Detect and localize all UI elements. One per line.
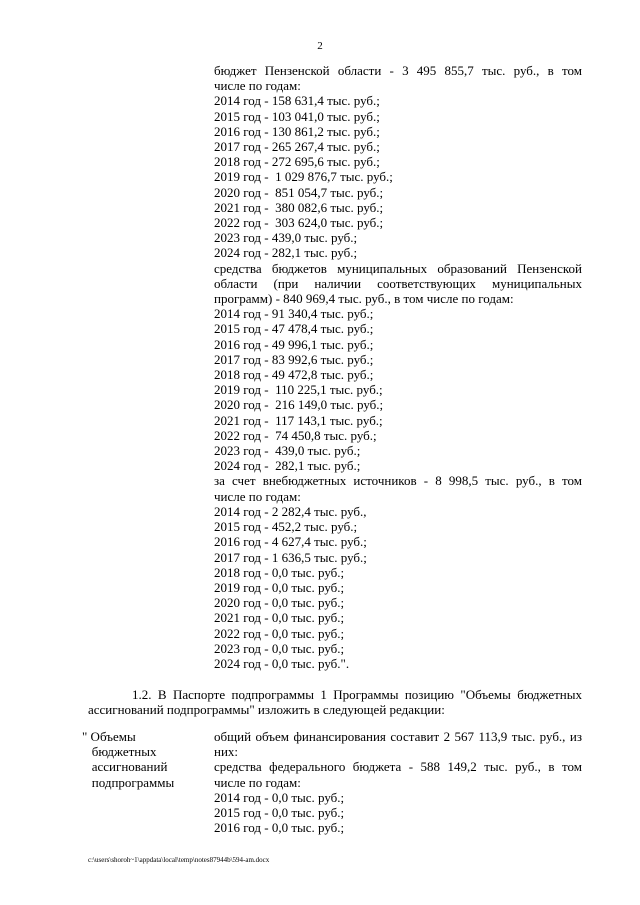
page-number: 2 <box>317 40 323 52</box>
table-left-column <box>82 729 207 790</box>
municipal-budget-intro-cont: области (при наличии соответствующих муниципальных <box>214 275 582 291</box>
table-left-row: ассигнований <box>82 759 168 775</box>
year-line: 2023 год - 439,0 тыс. руб.; <box>214 230 358 246</box>
table-left-row: подпрограммы <box>82 774 175 790</box>
year-line: 2015 год - 47 478,4 тыс. руб.; <box>214 321 374 337</box>
regional-budget-intro: бюджет Пензенской области - 3 495 855,7 тыс. руб., в том <box>214 63 582 78</box>
total-financing-intro-cont: них: <box>214 744 239 760</box>
extrabudgetary-intro: за счет внебюджетных источников - 8 998,5 тыс. руб., в том <box>214 473 582 489</box>
year-line: 2020 год - 216 149,0 тыс. руб.; <box>214 397 384 413</box>
extrabudgetary-intro-cont: числе по годам: <box>214 488 301 504</box>
year-line: 2021 год - 117 143,1 тыс. руб.; <box>214 412 383 428</box>
year-line: 2018 год - 272 695,6 тыс. руб.; <box>214 154 380 170</box>
year-line: 2014 год - 2 282,4 тыс. руб., <box>214 503 367 519</box>
year-line: 2024 год - 282,1 тыс. руб.; <box>214 245 358 261</box>
year-line: 2014 год - 91 340,4 тыс. руб.; <box>214 306 374 322</box>
year-line: 2014 год - 158 631,4 тыс. руб.; <box>214 93 380 109</box>
regional-budget-block <box>214 63 582 671</box>
footer-file-path: c:\users\shoroh~1\appdata\local\temp\notes87944b\594-am.docx <box>88 856 270 864</box>
year-line: 2017 год - 265 267,4 тыс. руб.; <box>214 139 380 155</box>
year-line: 2022 год - 303 624,0 тыс. руб.; <box>214 215 384 231</box>
year-line: 2018 год - 0,0 тыс. руб.; <box>214 564 345 580</box>
year-line: 2024 год - 282,1 тыс. руб.; <box>214 458 361 474</box>
year-line: 2021 год - 0,0 тыс. руб.; <box>214 610 345 626</box>
year-line: 2023 год - 439,0 тыс. руб.; <box>214 443 361 459</box>
year-line: 2019 год - 110 225,1 тыс. руб.; <box>214 382 383 398</box>
year-line: 2016 год - 0,0 тыс. руб.; <box>214 820 345 836</box>
year-line: 2021 год - 380 082,6 тыс. руб.; <box>214 199 384 215</box>
year-line: 2023 год - 0,0 тыс. руб.; <box>214 640 345 656</box>
federal-budget-intro-cont: числе по годам: <box>214 774 301 790</box>
year-line: 2022 год - 74 450,8 тыс. руб.; <box>214 427 377 443</box>
municipal-budget-intro-end: программ) - 840 969,4 тыс. руб., в том числе по годам: <box>214 291 514 307</box>
year-line: 2019 год - 1 029 876,7 тыс. руб.; <box>214 169 393 185</box>
year-line: 2020 год - 0,0 тыс. руб.; <box>214 595 345 611</box>
table-left-row: " Объемы <box>82 729 136 744</box>
section-1-2-paragraph <box>88 687 582 717</box>
year-line: 2016 год - 130 861,2 тыс. руб.; <box>214 123 380 139</box>
year-line: 2016 год - 4 627,4 тыс. руб.; <box>214 534 367 550</box>
year-line: 2022 год - 0,0 тыс. руб.; <box>214 625 345 641</box>
section-1-2-line1: 1.2. В Паспорте подпрограммы 1 Программы позицию "Объемы бюджетных <box>132 687 582 702</box>
year-line: 2019 год - 0,0 тыс. руб.; <box>214 579 345 595</box>
year-line: 2015 год - 103 041,0 тыс. руб.; <box>214 108 380 124</box>
year-line: 2020 год - 851 054,7 тыс. руб.; <box>214 184 384 200</box>
year-line: 2015 год - 0,0 тыс. руб.; <box>214 805 345 821</box>
regional-budget-intro-cont: числе по годам: <box>214 78 301 94</box>
year-line: 2017 год - 83 992,6 тыс. руб.; <box>214 351 374 367</box>
total-financing-intro: общий объем финансирования составит 2 567 113,9 тыс. руб., из <box>214 729 582 744</box>
table-left-row: бюджетных <box>82 744 157 760</box>
year-line: 2018 год - 49 472,8 тыс. руб.; <box>214 367 374 383</box>
year-line: 2016 год - 49 996,1 тыс. руб.; <box>214 336 374 352</box>
year-line: 2015 год - 452,2 тыс. руб.; <box>214 519 358 535</box>
section-1-2-line2: ассигнований подпрограммы" изложить в следующей редакции: <box>88 702 445 718</box>
municipal-budget-intro: средства бюджетов муниципальных образований Пензенской <box>214 260 582 276</box>
year-line: 2014 год - 0,0 тыс. руб.; <box>214 789 345 805</box>
federal-budget-intro: средства федерального бюджета - 588 149,2 тыс. руб., в том <box>214 759 582 775</box>
year-line: 2017 год - 1 636,5 тыс. руб.; <box>214 549 367 565</box>
table-right-column <box>214 729 582 835</box>
year-line: 2024 год - 0,0 тыс. руб.". <box>214 655 350 671</box>
